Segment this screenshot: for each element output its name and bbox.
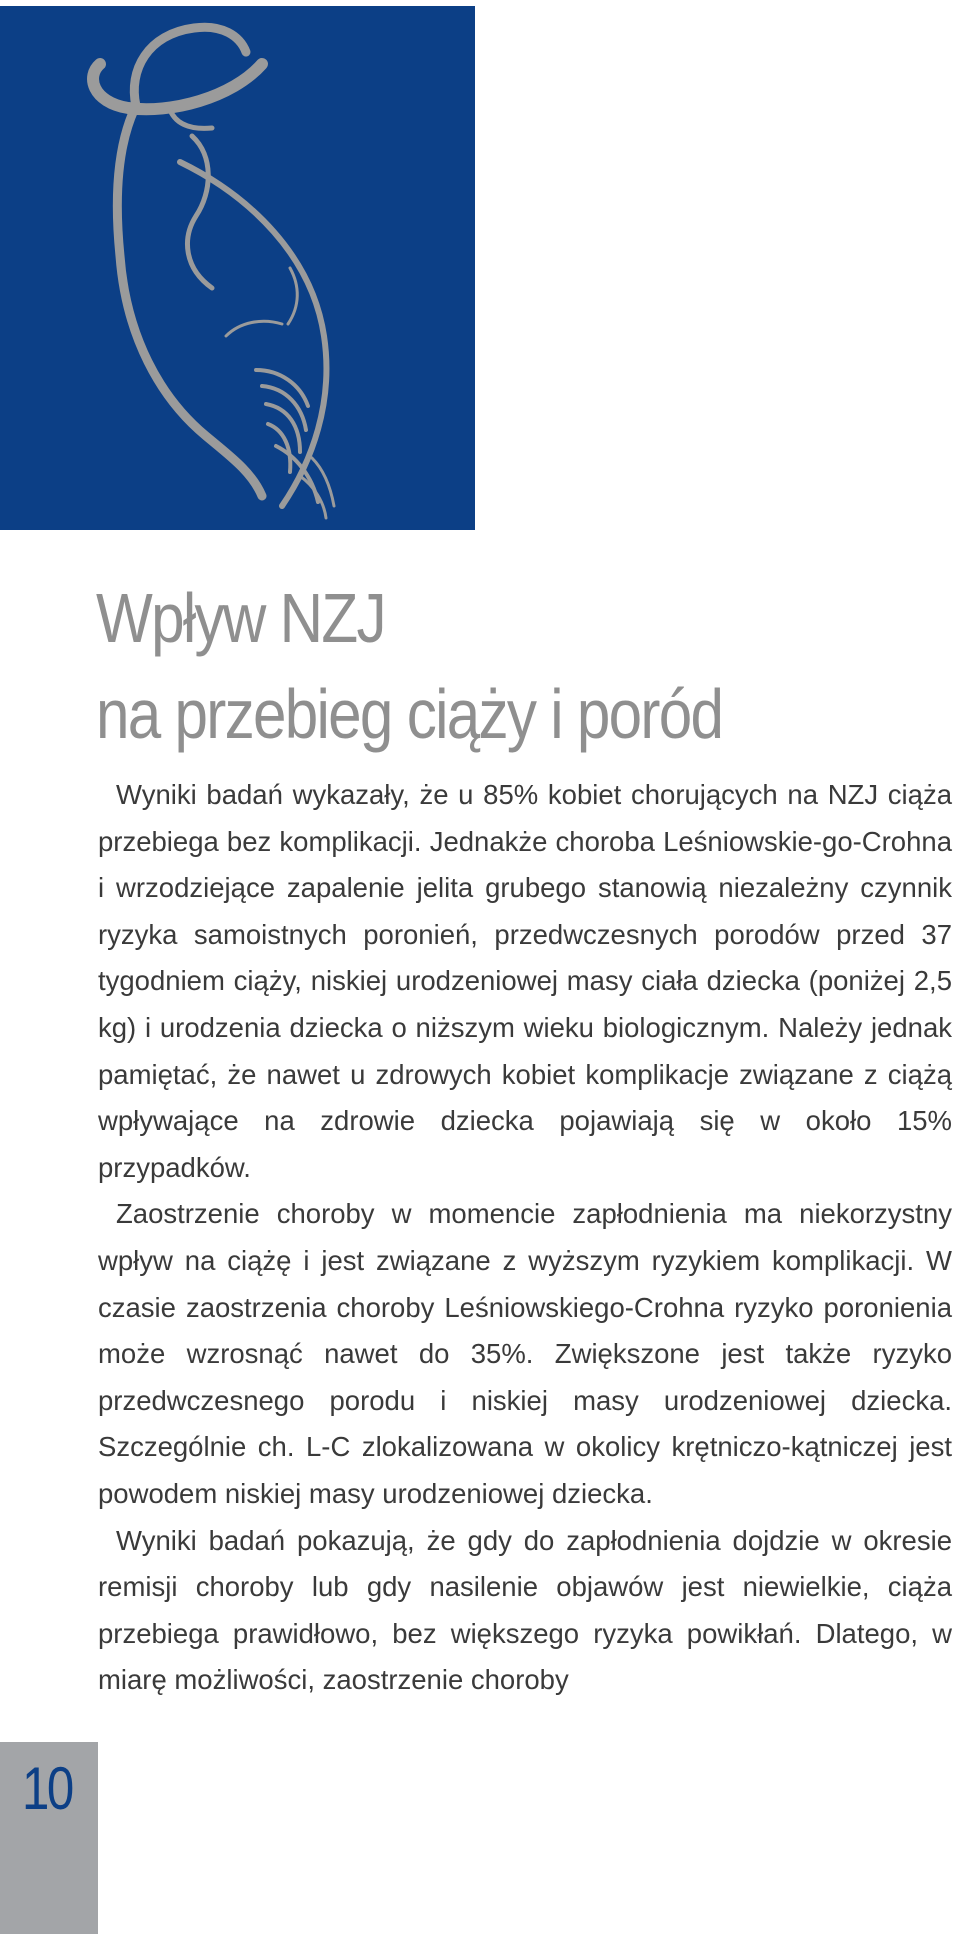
paragraph: Wyniki badań wykazały, że u 85% kobiet chorujących na NZJ ciąża przebiega bez komplikacji. Jednakże choroba Leśniowskie-go-Crohna i wrzodziejące zapalenie jelita grubego stanowią niezależny czynnik ryzyka samoistnych poronień, przedwczesnych porodów przed 37 tygodniem ciąży, niskiej urodzeniowej masy ciała dziecka (poniżej 2,5 kg) i urodzenia dziecka o niższym wieku biologicznym. Należy jednak pamiętać, że nawet u zdrowych kobiet komplikacje związane z ciążą wpływające na zdrowie dziecka pojawiają się w około 15% przypadków.	[98, 779, 952, 1183]
page-title	[96, 570, 801, 762]
cover-illustration-panel	[0, 6, 475, 530]
title-line-2: na przebieg ciąży i poród	[96, 675, 723, 753]
pregnant-woman-illustration	[0, 6, 475, 530]
article-body	[98, 772, 952, 1704]
page-number-tab	[0, 1742, 98, 1934]
page-number: 10	[22, 1755, 72, 1822]
paragraph: Zaostrzenie choroby w momencie zapłodnienia ma niekorzystny wpływ na ciążę i jest związane z wyższym ryzykiem komplikacji. W czasie zaostrzenia choroby Leśniowskiego-Crohna ryzyko poronienia może wzrosnąć nawet do 35%. Zwiększone jest także ryzyko przedwczesnego porodu i niskiej masy urodzeniowej dziecka. Szczególnie ch. L-C zlokalizowana w okolicy krętniczo-kątniczej jest powodem niskiej masy urodzeniowej dziecka.	[98, 1198, 952, 1509]
title-line-1: Wpływ NZJ	[96, 579, 385, 657]
paragraph: Wyniki badań pokazują, że gdy do zapłodnienia dojdzie w okresie remisji choroby lub gdy nasilenie objawów jest niewielkie, ciąża przebiega prawidłowo, bez większego ryzyka powikłań. Dlatego, w miarę możliwości, zaostrzenie choroby	[98, 1524, 952, 1696]
